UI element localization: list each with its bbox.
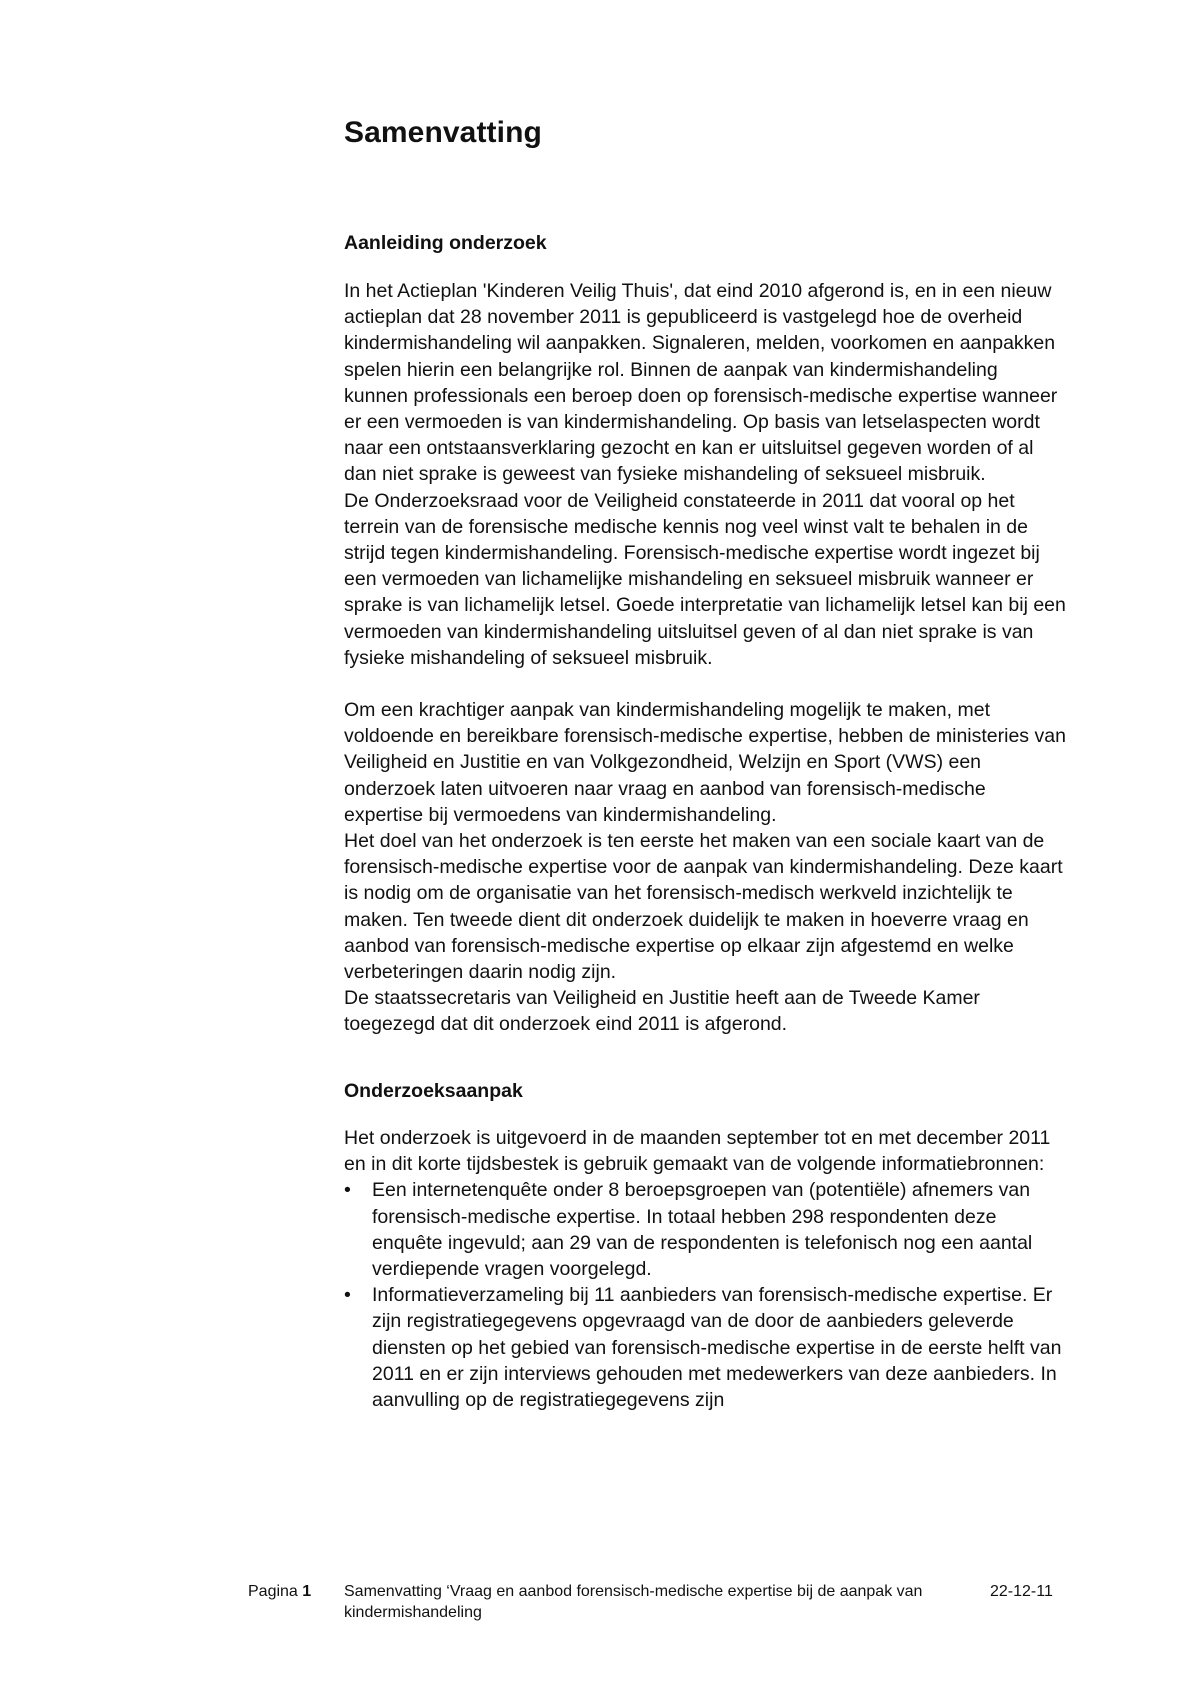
section-body-onderzoeksaanpak: [344, 1125, 1066, 1413]
footer-page-number: 1: [302, 1583, 312, 1600]
section-heading-onderzoeksaanpak: Onderzoeksaanpak: [344, 1080, 523, 1102]
footer-page-indicator: [248, 1581, 311, 1602]
footer-document-title: Samenvatting ‘Vraag en aanbod forensisch-medische expertise bij de aanpak van kindermishandeling: [344, 1583, 923, 1621]
list-item: [344, 1282, 1066, 1413]
section-body-aanleiding: [344, 278, 1066, 1038]
section-heading-aanleiding: Aanleiding onderzoek: [344, 232, 547, 254]
footer-page-label: Pagina: [248, 1583, 298, 1600]
paragraph: De staatssecretaris van Veiligheid en Justitie heeft aan de Tweede Kamer toegezegd dat dit onderzoek eind 2011 is afgerond.: [344, 987, 980, 1036]
list-item: [344, 1177, 1066, 1282]
list-item-text: Een internetenquête onder 8 beroepsgroepen van (potentiële) afnemers van forensisch-medische expertise. In totaal hebben 298 respondenten deze enquête ingevuld; aan 29 van de respondenten is telefonisch nog een aantal verdiepende vragen voorgelegd.: [372, 1179, 1033, 1281]
page-title: Samenvatting: [344, 116, 542, 149]
paragraph: De Onderzoeksraad voor de Veiligheid constateerde in 2011 dat vooral op het terrein van de forensische medische kennis nog veel winst valt te behalen in de strijd tegen kindermishandeling. Forensisch-medische expertise wordt ingezet bij een vermoeden van lichamelijke mishandeling en seksueel misbruik wanneer er sprake is van lichamelijk letsel. Goede interpretatie van lichamelijk letsel kan bij een vermoeden van kindermishandeling uitsluitsel geven of al dan niet sprake is van fysieke mishandeling of seksueel misbruik.: [344, 489, 1066, 669]
paragraph: Het doel van het onderzoek is ten eerste het maken van een sociale kaart van de forensisch-medische expertise voor de aanpak van kindermishandeling. Deze kaart is nodig om de organisatie van het forensisch-medisch werkveld inzichtelijk te maken. Ten tweede dient dit onderzoek duidelijk te maken in hoeverre vraag en aanbod van forensisch-medische expertise op elkaar zijn afgestemd en welke verbeteringen daarin nodig zijn.: [344, 830, 1063, 984]
paragraph: In het Actieplan 'Kinderen Veilig Thuis', dat eind 2010 afgerond is, en in een nieuw actieplan dat 28 november 2011 is gepubliceerd is vastgelegd hoe de overheid kindermishandeling wil aanpakken. Signaleren, melden, voorkomen en aanpakken spelen hierin een belangrijke rol. Binnen de aanpak van kindermishandeling kunnen professionals een beroep doen op forensisch-medische expertise wanneer er een vermoeden is van kindermishandeling. Op basis van letselaspecten wordt naar een ontstaansverklaring gezocht en kan er uitsluitsel gegeven worden of al dan niet sprake is geweest van fysieke mishandeling of seksueel misbruik.: [344, 280, 1058, 486]
bullet-icon: •: [344, 1284, 351, 1307]
list-item-text: Informatieverzameling bij 11 aanbieders van forensisch-medische expertise. Er zijn registratiegegevens opgevraagd van de door de aanbieders geleverde diensten op het gebied van forensisch-medische expertise in de eerste helft van 2011 en er zijn interviews gehouden met medewerkers van deze aanbieders. In aanvulling op de registratiegegevens zijn: [372, 1284, 1062, 1412]
bullet-icon: •: [344, 1179, 351, 1202]
bullet-list: [344, 1177, 1066, 1413]
paragraph: Om een krachtiger aanpak van kindermishandeling mogelijk te maken, met voldoende en bereikbare forensisch-medische expertise, hebben de ministeries van Veiligheid en Justitie en van Volkgezondheid, Welzijn en Sport (VWS) een onderzoek laten uitvoeren naar vraag en aanbod van forensisch-medische expertise bij vermoedens van kindermishandeling.: [344, 699, 1066, 826]
footer-date: 22-12-11: [990, 1583, 1053, 1600]
paragraph: Het onderzoek is uitgevoerd in de maanden september tot en met december 2011 en in dit korte tijdsbestek is gebruik gemaakt van de volgende informatiebronnen:: [344, 1127, 1051, 1176]
